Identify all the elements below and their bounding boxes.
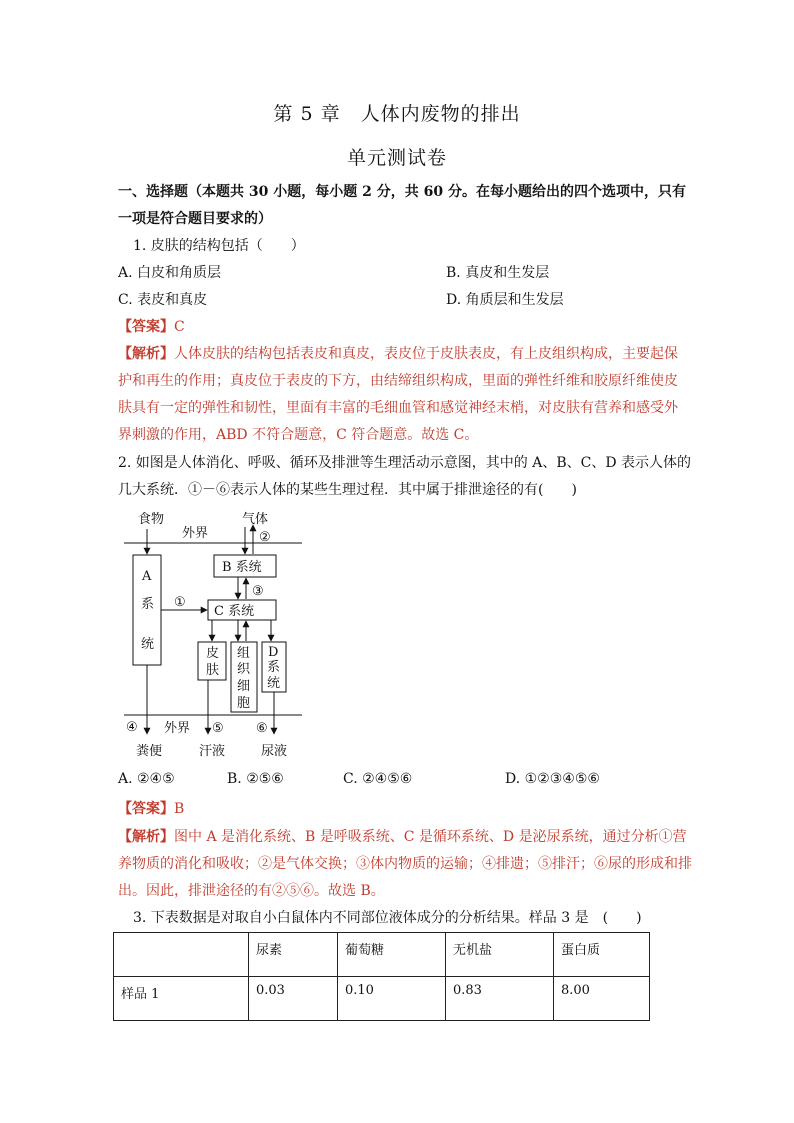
table-cell: 0.03 — [249, 977, 338, 1021]
answer-value: C — [174, 319, 185, 335]
section-heading-line2: 一项是符合题目要求的） — [118, 211, 272, 227]
analysis-text: 人体皮肤的结构包括表皮和真皮，表皮位于皮肤表皮，有上皮组织构成，主要起保 — [174, 346, 678, 362]
process-2-label: ② — [259, 530, 271, 545]
a-system-label-2: 系 — [141, 597, 155, 612]
sample-data-table — [113, 932, 650, 1021]
table-header-row — [114, 933, 650, 977]
question-1-analysis-line1 — [118, 343, 678, 363]
table-header-cell: 尿素 — [249, 933, 338, 977]
table-header-cell — [114, 933, 249, 977]
gas-label: 气体 — [242, 512, 269, 527]
process-4-label: ④ — [126, 720, 138, 735]
table-header-cell: 无机盐 — [446, 933, 554, 977]
table-header-cell: 蛋白质 — [554, 933, 650, 977]
process-6-label: ⑥ — [256, 721, 268, 736]
question-2-option-c: C. ②④⑤⑥ — [343, 771, 413, 787]
answer-tag: 【答案】 — [118, 801, 174, 817]
sweat-label: 汗液 — [199, 744, 226, 759]
urine-label: 尿液 — [261, 744, 288, 759]
table-cell: 0.10 — [338, 977, 446, 1021]
question-1-option-b: B. 真皮和生发层 — [446, 265, 550, 281]
question-2-stem-line2: 几大系统．①－⑥表示人体的某些生理过程．其中属于排泄途径的有( ) — [118, 482, 577, 498]
c-system-label: C 系统 — [214, 604, 255, 619]
answer-tag: 【答案】 — [118, 319, 174, 335]
section-heading-line1: 一、选择题（本题共 30 小题，每小题 2 分，共 60 分。在每小题给出的四个选项中，只有 — [118, 184, 686, 200]
table-row — [114, 977, 650, 1021]
question-1-stem: 1. 皮肤的结构包括（ ） — [133, 238, 305, 254]
a-system-label-3: 统 — [141, 637, 155, 652]
outside-bottom-label: 外界 — [164, 721, 191, 736]
food-label: 食物 — [138, 512, 165, 527]
b-system-label: B 系统 — [222, 560, 262, 575]
table-cell: 0.83 — [446, 977, 554, 1021]
question-2-analysis-line1 — [118, 826, 687, 846]
tissue-label-3: 细 — [237, 679, 251, 694]
skin-label-2: 肤 — [206, 663, 220, 678]
analysis-tag: 【解析】 — [118, 829, 174, 845]
process-3-label: ③ — [252, 584, 264, 599]
outside-top-label: 外界 — [182, 526, 209, 541]
tissue-label-2: 织 — [237, 662, 251, 677]
process-1-label: ① — [174, 595, 186, 610]
table-cell: 8.00 — [554, 977, 650, 1021]
question-2-analysis-line3: 出。因此，排泄途径的有②⑤⑥。故选 B。 — [118, 883, 385, 899]
process-5-label: ⑤ — [212, 721, 224, 736]
question-2-option-b: B. ②⑤⑥ — [227, 771, 284, 787]
question-3-stem: 3. 下表数据是对取自小白鼠体内不同部位液体成分的分析结果。样品 3 是 ( ) — [133, 910, 642, 926]
question-1-analysis-line3: 肤具有一定的弹性和韧性，里面有丰富的毛细血管和感觉神经末梢，对皮肤有营养和感受外 — [118, 400, 678, 416]
question-1-answer — [118, 316, 185, 336]
question-2-answer — [118, 798, 184, 818]
table-cell: 样品 1 — [114, 977, 249, 1021]
question-1-option-d: D. 角质层和生发层 — [446, 292, 564, 308]
feces-label: 粪便 — [136, 744, 163, 759]
question-1-analysis-line2: 护和再生的作用；真皮位于表皮的下方，由结缔组织构成，里面的弹性纤维和胶原纤维使皮 — [118, 373, 678, 389]
question-2-stem-line1: 2. 如图是人体消化、呼吸、循环及排泄等生理活动示意图，其中的 A、B、C、D 表示人体的 — [118, 455, 692, 471]
question-1-analysis-line4: 界刺激的作用，ABD 不符合题意，C 符合题意。故选 C。 — [118, 427, 479, 443]
question-2-analysis-line2: 养物质的消化和吸收；②是气体交换；③体内物质的运输；④排遗；⑤排汗；⑥尿的形成和排 — [118, 856, 692, 872]
question-2-option-d: D. ①②③④⑤⑥ — [505, 771, 600, 787]
page-subtitle: 单元测试卷 — [346, 147, 447, 169]
d-system-label-2: 系 — [267, 660, 281, 675]
tissue-label-4: 胞 — [237, 696, 251, 711]
question-1-option-c: C. 表皮和真皮 — [118, 292, 208, 308]
question-2-option-a: A. ②④⑤ — [118, 771, 175, 787]
analysis-text: 图中 A 是消化系统、B 是呼吸系统、C 是循环系统、D 是泌尿系统，通过分析①营 — [174, 829, 687, 845]
skin-label-1: 皮 — [206, 646, 220, 661]
physiology-diagram — [110, 505, 320, 763]
page-title: 第 5 章 人体内废物的排出 — [273, 103, 521, 125]
analysis-tag: 【解析】 — [118, 346, 174, 362]
question-1-option-a: A. 白皮和角质层 — [118, 265, 222, 281]
d-system-label-3: 统 — [267, 676, 281, 691]
d-system-label-1: D — [268, 645, 279, 660]
a-system-label-1: A — [142, 569, 152, 584]
answer-value: B — [174, 801, 185, 817]
tissue-label-1: 组 — [237, 646, 251, 661]
table-header-cell: 葡萄糖 — [338, 933, 446, 977]
